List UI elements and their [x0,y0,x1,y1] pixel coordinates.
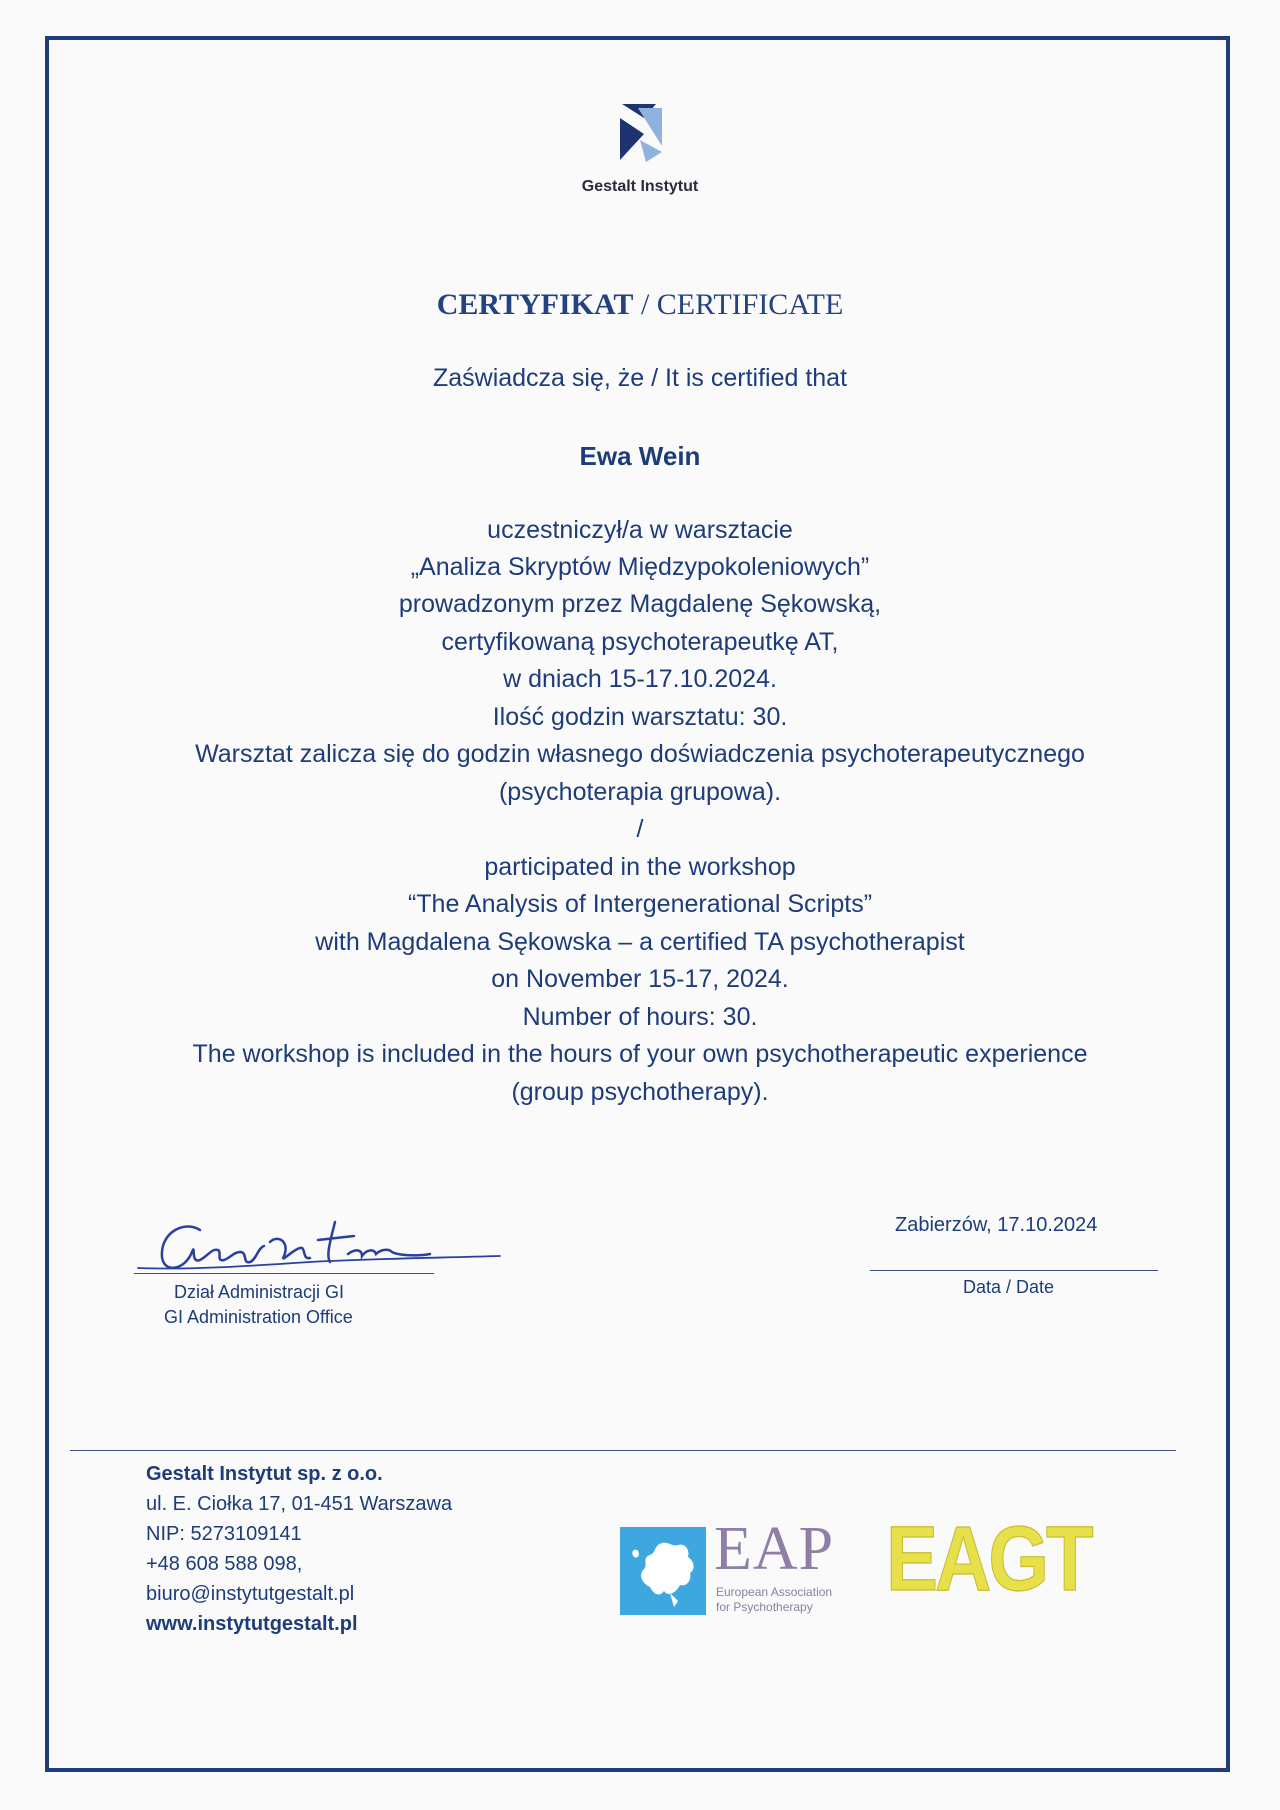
body-en-line: The workshop is included in the hours of your own psychotherapeutic experience [192,1040,1088,1068]
body-en-line: (group psychotherapy). [511,1078,769,1106]
company-address: ul. E. Ciołka 17, 01-451 Warszawa [146,1493,453,1515]
body-pl-line: w dniach 15-17.10.2024. [503,665,777,693]
recipient-name: Ewa Wein [579,441,701,471]
eap-europe-map-icon [620,1527,706,1615]
body-en-line: “The Analysis of Intergenerational Scripts” [407,890,873,918]
place-date: Zabierzów, 17.10.2024 [895,1214,1098,1236]
company-nip: NIP: 5273109141 [146,1523,302,1545]
company-email: biuro@instytutgestalt.pl [146,1583,355,1605]
certificate-title [0,288,1280,322]
body-pl-line: uczestniczył/a w warsztacie [487,516,793,544]
signature-dept-en: GI Administration Office [164,1307,353,1327]
logo-name: Gestalt Instytut [581,178,699,195]
body-en-line: participated in the workshop [484,853,796,881]
gestalt-logo-icon [616,104,666,162]
handwritten-signature [130,1212,510,1282]
body-en-line: with Magdalena Sękowska – a certified TA psychotherapist [315,928,965,956]
body-pl-line: „Analiza Skryptów Międzypokoleniowych” [410,553,870,581]
signature-dept-pl: Dział Administracji GI [174,1282,345,1302]
company-website: www.instytutgestalt.pl [146,1613,358,1635]
language-separator: / [636,815,644,843]
title-bold: CERTYFIKAT [436,288,634,321]
signature-line [134,1273,434,1274]
company-phone: +48 608 588 098, [146,1553,303,1575]
body-pl-line: (psychoterapia grupowa). [498,778,782,806]
body-pl-line: Warsztat zalicza się do godzin własnego doświadczenia psychoterapeutycznego [195,740,1085,768]
company-name: Gestalt Instytut sp. z o.o. [146,1463,383,1485]
eagt-logo-text: EAGT [886,1506,1091,1610]
footer-divider [70,1450,1176,1451]
body-pl-line: certyfikowaną psychoterapeutkę AT, [441,628,839,656]
intro-line: Zaświadcza się, że / It is certified that [432,364,848,392]
body-pl-line: Ilość godzin warsztatu: 30. [492,703,788,731]
title-rest: / CERTIFICATE [633,288,844,321]
date-line [870,1270,1158,1271]
body-en-line: Number of hours: 30. [522,1003,758,1031]
eap-subtitle-2: for Psychotherapy [716,1600,813,1614]
body-en-line: on November 15-17, 2024. [491,965,789,993]
eap-logo-text: EAP [714,1515,835,1583]
body-pl-line: prowadzonym przez Magdalenę Sękowską, [398,590,882,618]
date-label: Data / Date [963,1277,1055,1297]
eap-subtitle-1: European Association [716,1585,833,1599]
